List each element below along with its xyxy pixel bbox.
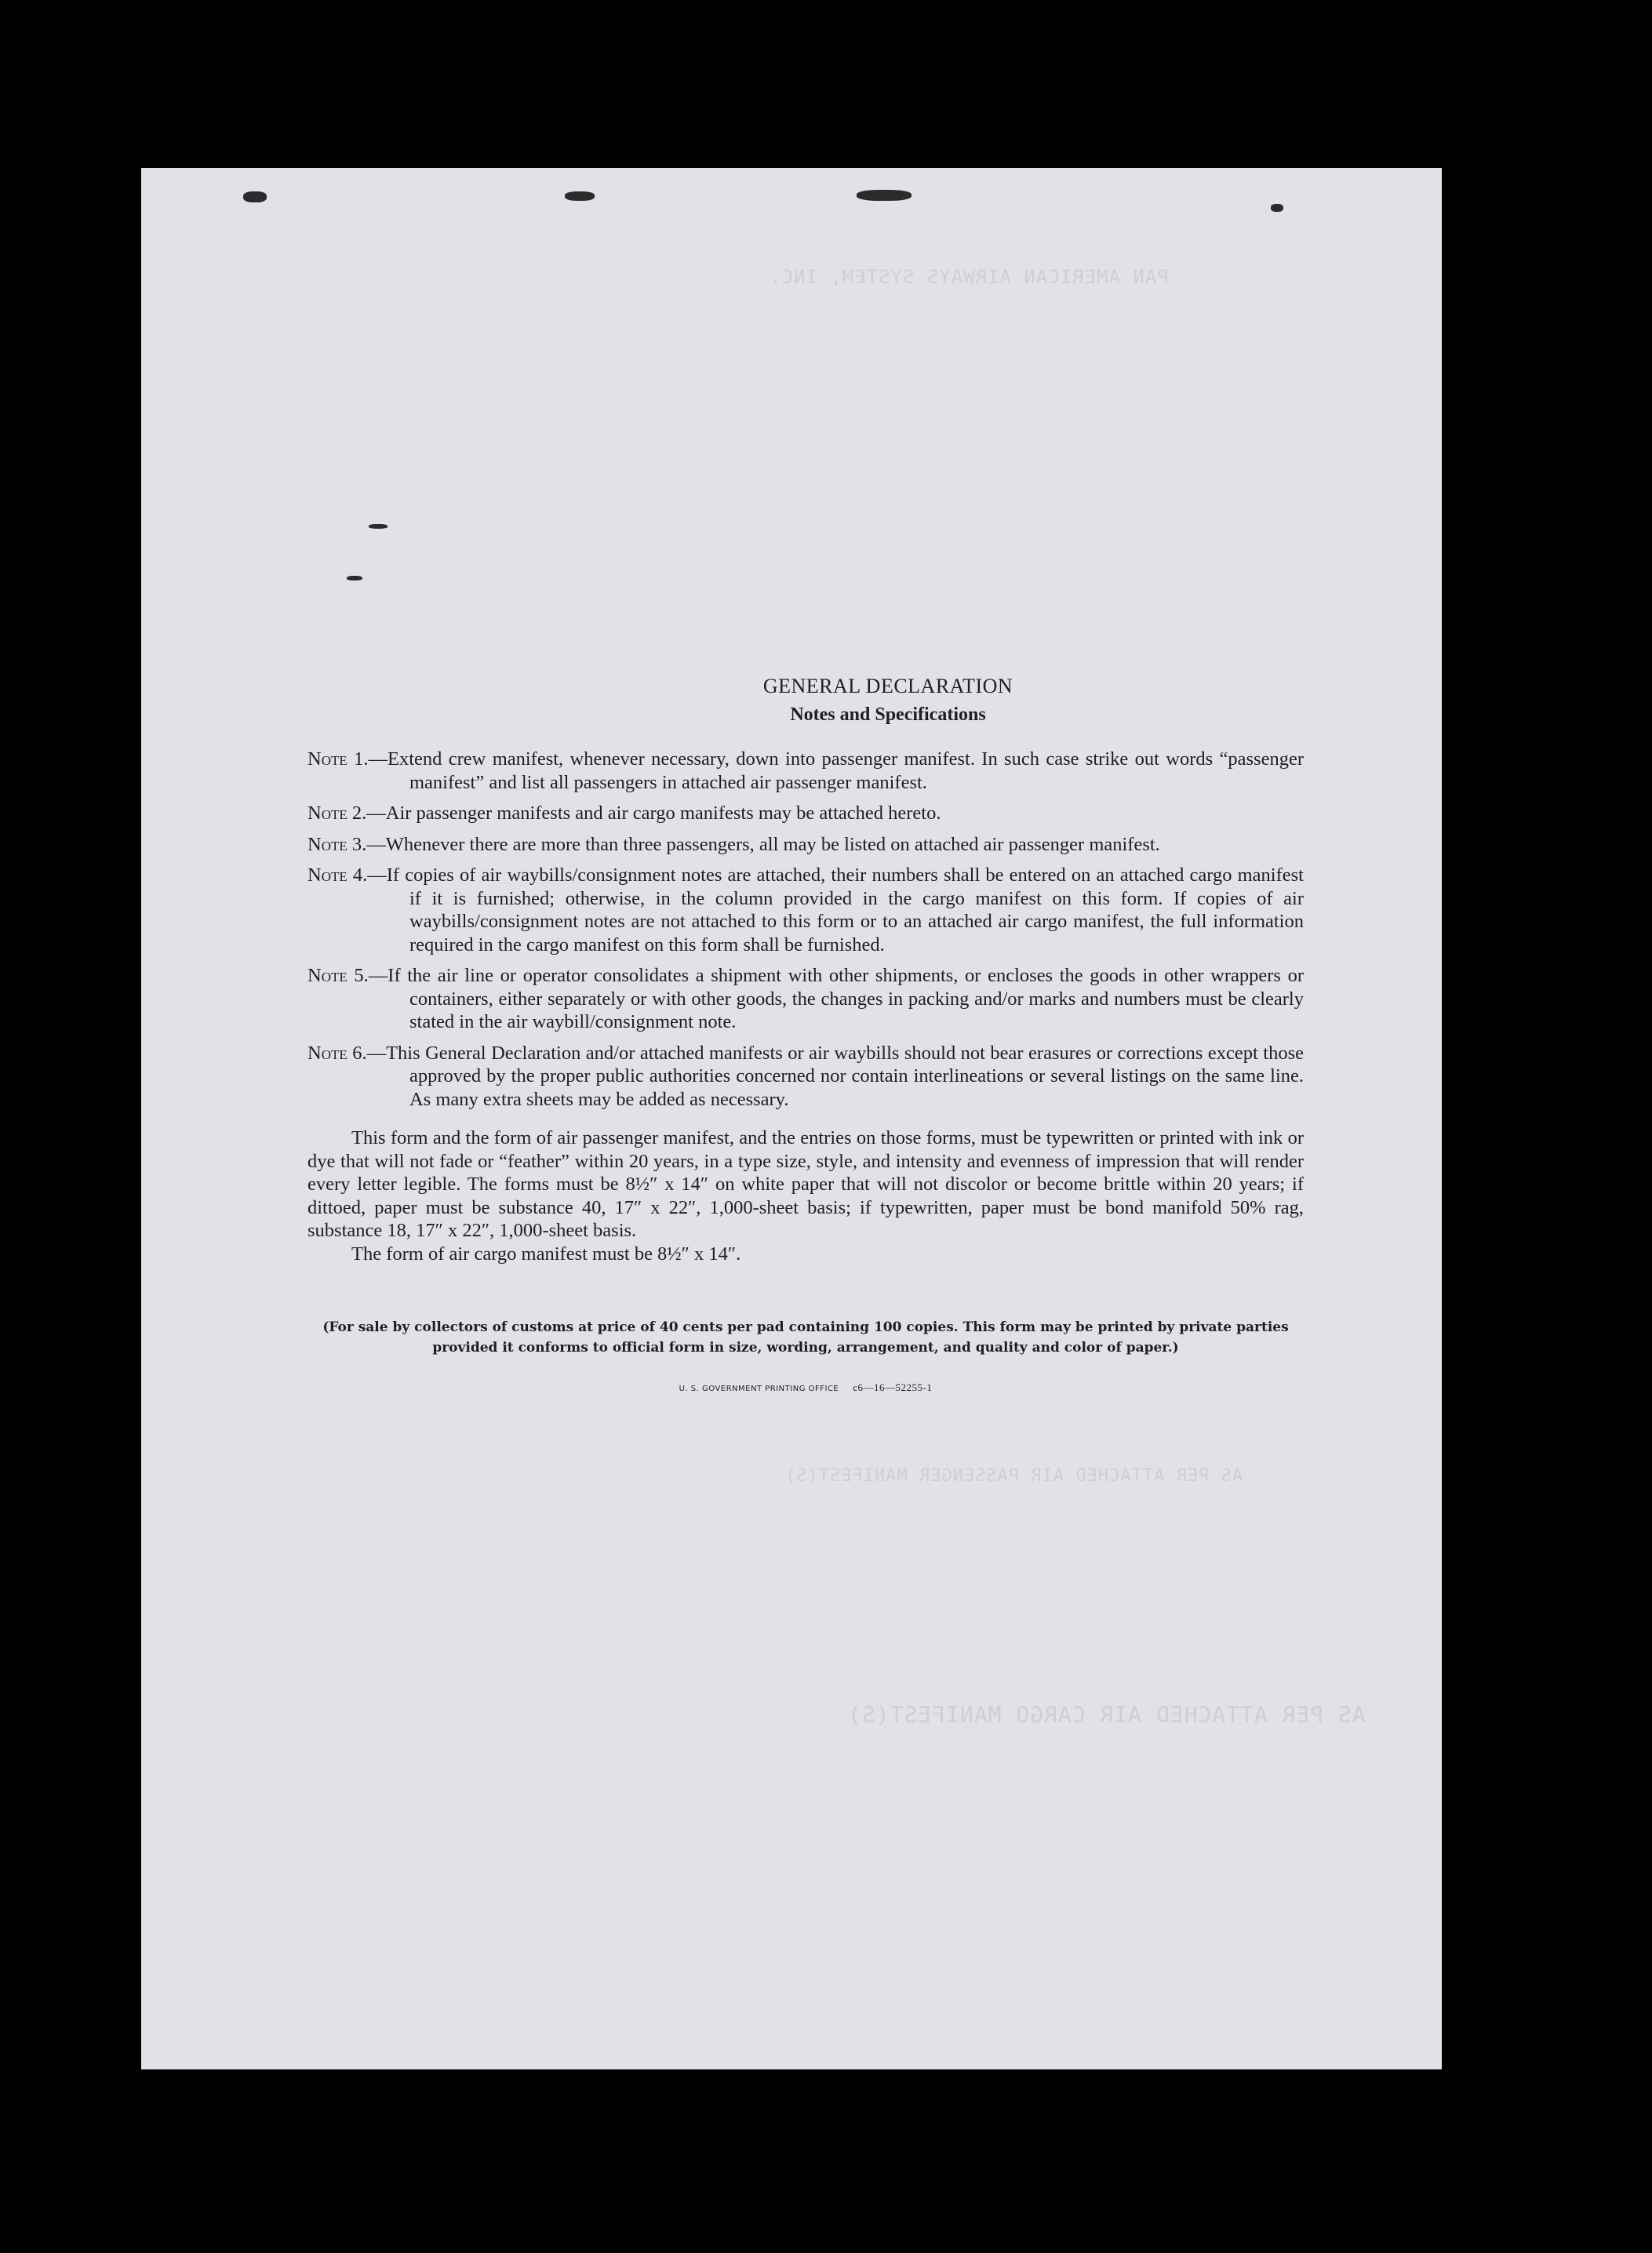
note-text [307, 802, 1304, 825]
note-label: Note 1.— [307, 748, 388, 770]
note-body-text: Whenever there are more than three passengers, all may be listed on attached air passenger manifest. [385, 833, 1160, 855]
scan-mark [1271, 204, 1283, 212]
notes-list [307, 748, 1304, 1111]
note-item [307, 748, 1304, 794]
cargo-manifest-size-paragraph: The form of air cargo manifest must be 8½″ x 14″. [351, 1243, 741, 1265]
document-title: GENERAL DECLARATION [762, 675, 1013, 697]
scan-mark [369, 524, 388, 529]
note-text [307, 964, 1304, 1034]
scan-mark [243, 191, 267, 202]
note-label: Note 6.— [307, 1042, 387, 1064]
note-label: Note 5.— [307, 965, 388, 986]
form-specification-paragraph: This form and the form of air passenger manifest, and the entries on those forms, must be typewritten or printed with ink or dye that will not fade or “feather” within 20 years, in a type size, style, and intensity and evenness of impression that will render every letter legible. The forms must be 8½″ x 14″ on white paper that will not discolor or become brittle within 20 years; if dittoed, paper must be substance 40, 17″ x 22″, 1,000-sheet basis; if typewritten, paper must be bond manifold 50% rag, substance 18, 17″ x 22″, 1,000-sheet basis. [307, 1127, 1304, 1241]
note-label: Note 3.— [307, 833, 386, 855]
note-item [307, 864, 1304, 956]
note-item [307, 1042, 1304, 1112]
bleed-through-text: PAN AMERICAN AIRWAYS SYSTEM, INC. [769, 266, 1169, 288]
note-item [307, 833, 1304, 857]
note-body-text: Extend crew manifest, whenever necessary, down into passenger manifest. In such case strike out words “passenger manifest” and list all passengers in attached air passenger manifest. [387, 748, 1304, 793]
declaration-content [307, 675, 1304, 1394]
paper-sheet [141, 168, 1442, 2069]
printer-code: c6—16—52255-1 [853, 1381, 933, 1393]
printer-name: U. S. GOVERNMENT PRINTING OFFICE [679, 1385, 839, 1393]
printer-imprint [307, 1381, 1304, 1394]
note-text [307, 1042, 1304, 1112]
scan-mark [565, 191, 595, 201]
document-subtitle: Notes and Specifications [790, 704, 986, 725]
note-text [307, 864, 1304, 956]
note-body-text: Air passenger manifests and air cargo manifests may be attached hereto. [385, 803, 941, 824]
note-body-text: If the air line or operator consolidates a shipment with other shipments, or encloses the goods in other wrappers or containers, either separately or with other goods, the changes in packing and/or marks and numbers must be clearly stated in the air waybill/consignment note. [388, 965, 1304, 1032]
bleed-through-text: AS PER ATTACHED AIR CARGO MANIFEST(S) [847, 1702, 1366, 1727]
note-body-text: This General Declaration and/or attached manifests or air waybills should not bear erasures or corrections except those approved by the proper public authorities concerned nor contain interlineations or several listings on the same line. As many extra sheets may be added as necessary. [386, 1042, 1304, 1110]
note-item [307, 964, 1304, 1034]
sale-notice: (For sale by collectors of customs at price of 40 cents per pad containing 100 copies. This form may be printed by private parties provided it conforms to official form in size, wording, arrangement, and quality and color of paper.) [322, 1319, 1289, 1356]
note-label: Note 4.— [307, 864, 387, 886]
note-label: Note 2.— [307, 803, 386, 824]
scan-mark [857, 190, 912, 201]
note-text [307, 833, 1304, 857]
scan-mark [347, 576, 362, 581]
note-item [307, 802, 1304, 825]
bleed-through-text: AS PER ATTACHED AIR PASSENGER MANIFEST(S) [784, 1466, 1243, 1486]
note-text [307, 748, 1304, 794]
note-body-text: If copies of air waybills/consignment notes are attached, their numbers shall be entered on an attached cargo manifest if it is furnished; otherwise, in the column provided in the cargo manifest on this form. If copies of air waybills/consignment notes are not attached to this form or to an attached air cargo manifest, the full information required in the cargo manifest on this form shall be furnished. [386, 864, 1304, 955]
